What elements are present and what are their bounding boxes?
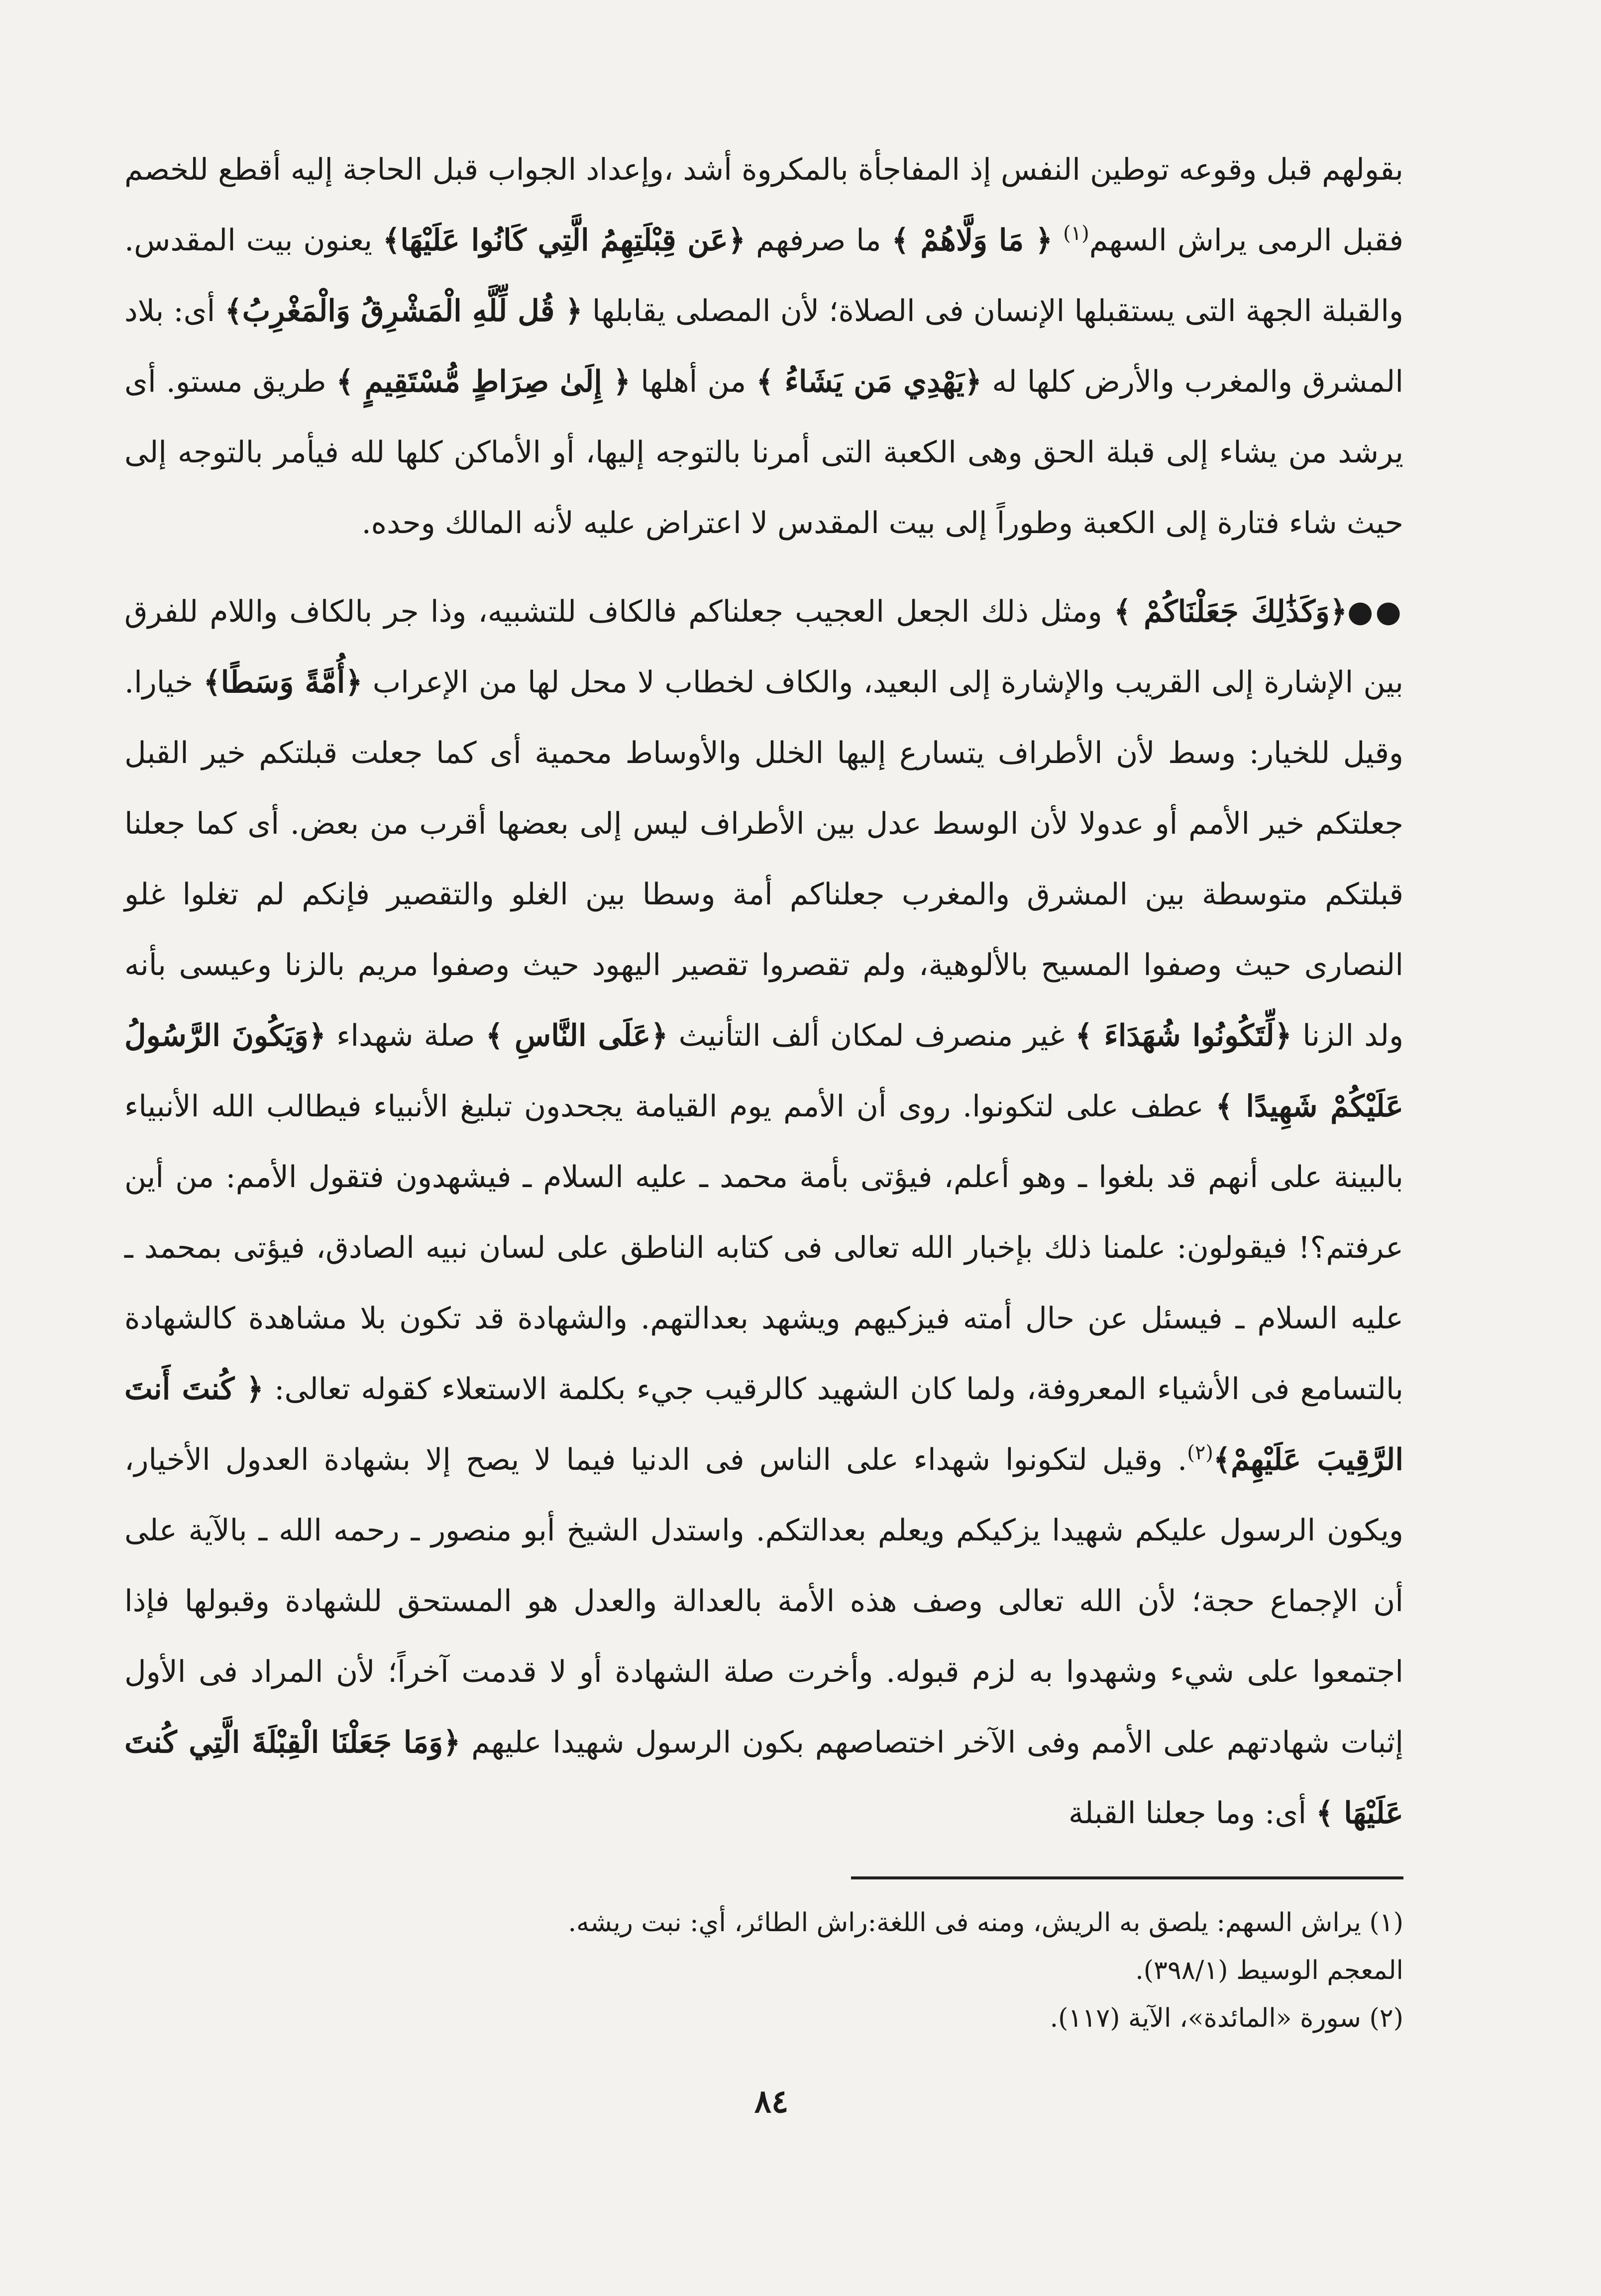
quran-verse: ﴿ إِلَىٰ صِرَاطٍ مُّسْتَقِيمٍ ﴾ [336,364,631,399]
footnotes [124,1899,1403,2042]
body-text: أى: وما جعلنا القبلة [1068,1796,1307,1831]
body-text: خيارا. وقيل للخيار: وسط لأن الأطراف يتسارع إليها الخلل والأوساط محمية أى كما جعلت قبلتكم خير القبل جعلتكم خير الأمم أو عدولا لأن الوسط عدل بين الأطراف ليس إلى بعضها أقرب من بعض. أى كما جعلنا قبلتكم متوسطة بين المشرق والمغرب جعلناكم أمة وسطا بين الغلو والتقصير فإنكم لم تغلوا غلو النصارى حيث وصفوا المسيح بالألوهية، ولم تقصروا تقصير اليهود حيث وصفوا مريم بالزنا وعيسى بأنه ولد الزنا [124,665,1404,1053]
quran-verse: ﴿يَهْدِي مَن يَشَاءُ ﴾ [756,364,982,399]
body-text: ومثل ذلك الجعل العجيب جعلناكم فالكاف للتشبيه، وذا جر بالكاف واللام للفرق بين الإشارة إلى القريب والإشارة إلى البعيد، والكاف لخطاب لا محل لها من الإعراب [124,594,1403,700]
footnote-ref: (٢) [1187,1441,1213,1464]
quran-verse: ﴿عَلَى النَّاسِ ﴾ [485,1018,668,1053]
quran-verse: ﴿ كُنتَ أَنتَ الرَّقِيبَ عَلَيْهِمْ﴾ [124,1372,1403,1477]
quran-verse: ﴿عَن قِبْلَتِهِمُ الَّتِي كَانُوا عَلَيْهَا﴾ [383,223,746,258]
quran-verse: ﴿وَيَكُونَ الرَّسُولُ عَلَيْكُمْ شَهِيدًا ﴾ [124,1018,1404,1124]
body-text: ما صرفهم [755,223,881,258]
footnote-ref: (١) [1063,222,1089,245]
paragraph [124,134,1403,558]
quran-verse: ﴿أُمَّةً وَسَطًا﴾ [203,665,363,700]
body-text: طريق مستو. أى يرشد من يشاء إلى قبلة الحق وهى الكعبة التى أمرنا بالتوجه إليها، أو الأماكن كلها لله فيأمر بالتوجه إلى حيث شاء فتارة إلى الكعبة وطوراً إلى بيت المقدس لا اعتراض عليه لأنه المالك وحده. [124,364,1403,541]
body-text: . وقيل لتكونوا شهداء على الناس فى الدنيا فيما لا يصح إلا بشهادة العدول الأخيار، ويكون الرسول عليكم شهيدا يزكيكم ويعلم بعدالتكم. واستدل الشيخ أبو منصور ـ رحمه الله ـ بالآية على أن الإجماع حجة؛ لأن الله تعالى وصف هذه الأمة بالعدالة والعدل هو المستحق للشهادة وقبولها فإذا اجتمعوا على شيء وشهدوا به لزم قبوله. وأخرت صلة الشهادة أو لا قدمت آخراً؛ لأن المراد فى الأول إثبات شهادتهم على الأمم وفى الآخر اختصاصهم بكون الرسول شهيدا عليهم [124,1442,1403,1760]
bullet-marker: ●● [1347,594,1403,629]
paragraph [124,576,1403,1849]
quran-verse: ﴿ قُل لِّلَّهِ الْمَشْرِقُ وَالْمَغْرِبُ﴾ [224,294,583,328]
body-text: يعنون بيت المقدس. والقبلة الجهة التى يستقبلها الإنسان فى الصلاة؛ لأن المصلى يقابلها [124,223,1403,328]
quran-verse: ﴿لِّتَكُونُوا شُهَدَاءَ ﴾ [1075,1018,1292,1053]
body-text: أى: بلاد المشرق والمغرب والأرض كلها له [124,294,1403,399]
quran-verse: ﴿وَمَا جَعَلْنَا الْقِبْلَةَ الَّتِي كُنتَ عَلَيْهَا ﴾ [124,1725,1403,1831]
footnote: (٢) سورة «المائدة»، الآية (١١٧). [1050,2003,1403,2033]
body-text: صلة شهداء [336,1018,475,1053]
body-text: من أهلها [640,364,747,399]
footnote: المعجم الوسيط (٣٩٨/١). [1135,1956,1403,1985]
quran-verse: ﴿وَكَذَٰلِكَ جَعَلْنَاكُمْ ﴾ [1114,594,1348,629]
body-text: بقولهم قبل وقوعه توطين النفس إذ المفاجأة بالمكروة أشد ،وإعداد الجواب قبل الحاجة إليه أقطع للخصم فقبل الرمى يراش السهم [124,152,1404,258]
page-number: ٨٤ [754,2083,789,2120]
body-text: غير منصرف لمكان ألف التأنيث [678,1018,1065,1053]
footnote: (١) يراش السهم: يلصق به الريش، ومنه فى اللغة:راش الطائر، أي: نبت ريشه. [568,1908,1403,1938]
footnote-divider [851,1876,1403,1879]
quran-verse: ﴿ مَا وَلَّاهُمْ ﴾ [891,223,1053,258]
page-body [124,134,1403,1849]
body-text: عطف على لتكونوا. روى أن الأمم يوم القيامة يجحدون تبليغ الأنبياء فيطالب الله الأنبياء بالبينة على أنهم قد بلغوا ـ وهو أعلم، فيؤتى بأمة محمد ـ عليه السلام ـ فيشهدون فتقول الأمم: من أين عرفتم؟! فيقولون: علمنا ذلك بإخبار الله تعالى فى كتابه الناطق على لسان نبيه الصادق، فيؤتى بمحمد ـ عليه السلام ـ فيسئل عن حال أمته فيزكيهم ويشهد بعدالتهم. والشهادة قد تكون بلا مشاهدة كالشهادة بالتسامع فى الأشياء المعروفة، ولما كان الشهيد كالرقيب جيء بكلمة الاستعلاء كقوله تعالى: [124,1089,1403,1407]
